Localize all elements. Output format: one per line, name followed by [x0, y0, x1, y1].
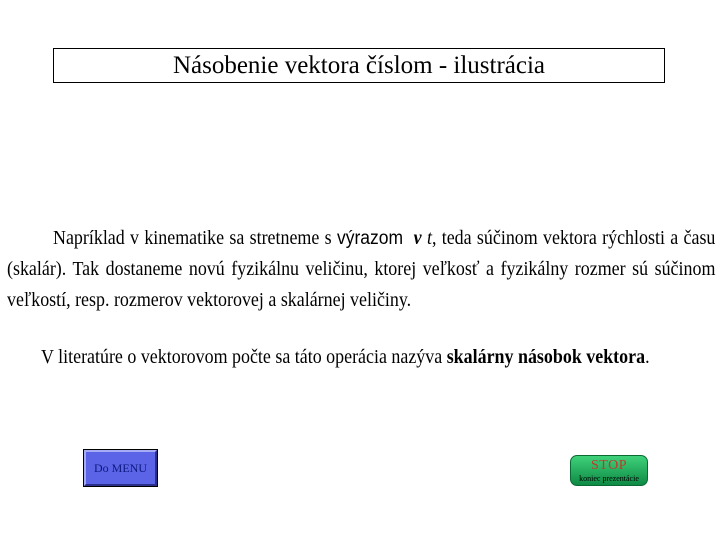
- paragraph-1-start: Napríklad v kinematike sa stretneme s: [53, 228, 332, 249]
- paragraph-1-rest: , teda súčinom vektora rýchlosti a času (skalár). Tak dostaneme novú fyzikálnu veličinu, ktorej veľkosť a fyzikálny rozmer sú súčinom veľkostí, resp. rozmerov vektorovej a skalárnej veličiny.: [7, 228, 716, 311]
- content-text: [7, 223, 715, 373]
- page-title: [53, 48, 665, 83]
- paragraph-1: [7, 223, 715, 316]
- menu-button[interactable]: [84, 450, 157, 486]
- paragraph-2-end: .: [645, 347, 650, 368]
- paragraph-2: [7, 342, 720, 373]
- stop-button[interactable]: [570, 455, 648, 486]
- scalar-t-symbol: t: [426, 228, 432, 249]
- scalar-multiple-term: skalárny násobok vektora: [446, 347, 646, 368]
- stop-button-sublabel: koniec prezentácie: [579, 474, 639, 483]
- page-title-text: Násobenie vektora číslom - ilustrácia: [172, 52, 546, 79]
- menu-button-label: Do MENU: [94, 460, 147, 475]
- stop-button-label: STOP: [591, 458, 627, 473]
- paragraph-2-start: V literatúre o vektorovom počte sa táto operácia nazýva: [41, 347, 443, 368]
- expression-word: výrazom: [336, 228, 404, 249]
- vector-v-symbol: v: [413, 228, 422, 249]
